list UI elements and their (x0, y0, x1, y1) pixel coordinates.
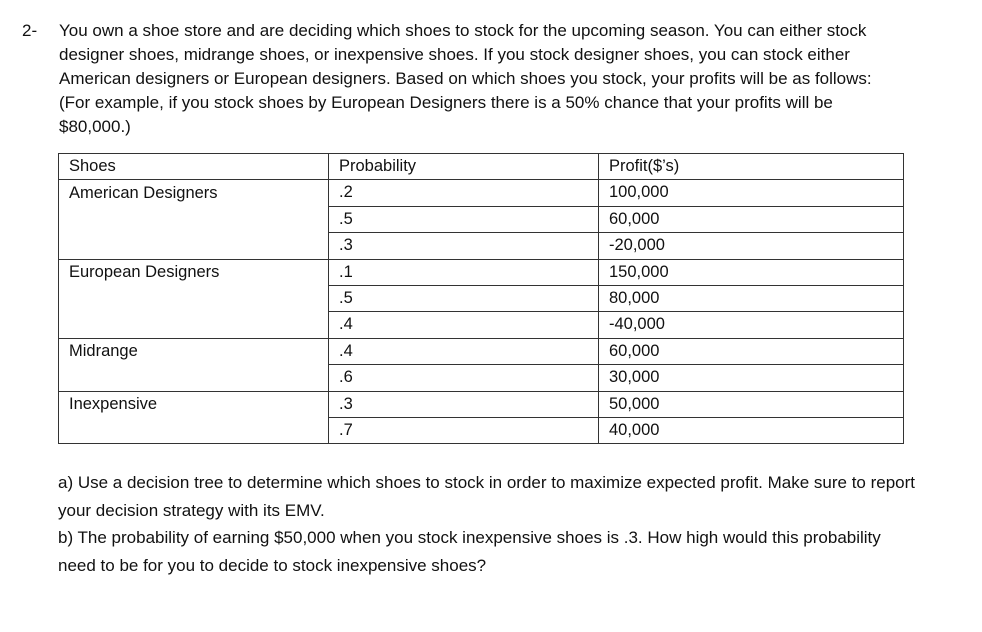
cell-shoes (59, 206, 329, 232)
header-probability: Probability (329, 154, 599, 180)
cell-profit: 30,000 (599, 365, 904, 391)
cell-shoes (59, 286, 329, 312)
table-row (59, 180, 904, 206)
questions (58, 469, 918, 579)
table-row (59, 312, 904, 338)
header-shoes: Shoes (59, 154, 329, 180)
cell-shoes: Inexpensive (59, 391, 329, 417)
table-row (59, 338, 904, 364)
cell-shoes: European Designers (59, 259, 329, 285)
cell-profit: 40,000 (599, 418, 904, 444)
table-row (59, 286, 904, 312)
profit-table (58, 153, 904, 444)
cell-shoes: American Designers (59, 180, 329, 206)
cell-probability: .6 (329, 365, 599, 391)
cell-shoes: Midrange (59, 338, 329, 364)
problem-statement (22, 19, 922, 139)
cell-probability: .2 (329, 180, 599, 206)
cell-profit: 150,000 (599, 259, 904, 285)
cell-profit: 60,000 (599, 338, 904, 364)
cell-probability: .3 (329, 233, 599, 259)
cell-shoes (59, 312, 329, 338)
cell-probability: .4 (329, 338, 599, 364)
cell-profit: -20,000 (599, 233, 904, 259)
cell-shoes (59, 233, 329, 259)
table-row (59, 233, 904, 259)
cell-probability: .5 (329, 286, 599, 312)
cell-profit: -40,000 (599, 312, 904, 338)
cell-probability: .4 (329, 312, 599, 338)
question-a: a) Use a decision tree to determine which shoes to stock in order to maximize expected profit. Make sure to report your decision strategy with its EMV. (58, 473, 916, 520)
cell-probability: .7 (329, 418, 599, 444)
table-row (59, 206, 904, 232)
cell-probability: .5 (329, 206, 599, 232)
cell-profit: 60,000 (599, 206, 904, 232)
cell-profit: 50,000 (599, 391, 904, 417)
cell-shoes (59, 418, 329, 444)
table-header-row (59, 154, 904, 180)
table-row (59, 391, 904, 417)
table-row (59, 365, 904, 391)
table-row (59, 259, 904, 285)
table-row (59, 418, 904, 444)
question-b: b) The probability of earning $50,000 when you stock inexpensive shoes is .3. How high would this probability need to be for you to decide to stock inexpensive shoes? (58, 528, 881, 575)
cell-profit: 80,000 (599, 286, 904, 312)
cell-shoes (59, 365, 329, 391)
cell-probability: .3 (329, 391, 599, 417)
cell-probability: .1 (329, 259, 599, 285)
problem-number: 2- (22, 21, 38, 40)
header-profit: Profit($’s) (599, 154, 904, 180)
cell-profit: 100,000 (599, 180, 904, 206)
problem-text: You own a shoe store and are deciding which shoes to stock for the upcoming season. You can either stock designer shoes, midrange shoes, or inexpensive shoes. If you stock designer shoes, you can stock either American designers or European designers. Based on which shoes you stock, your profits will be as follows: (For example, if you stock shoes by European Designers there is a 50% chance that your profits will be $80,000.) (59, 21, 872, 136)
